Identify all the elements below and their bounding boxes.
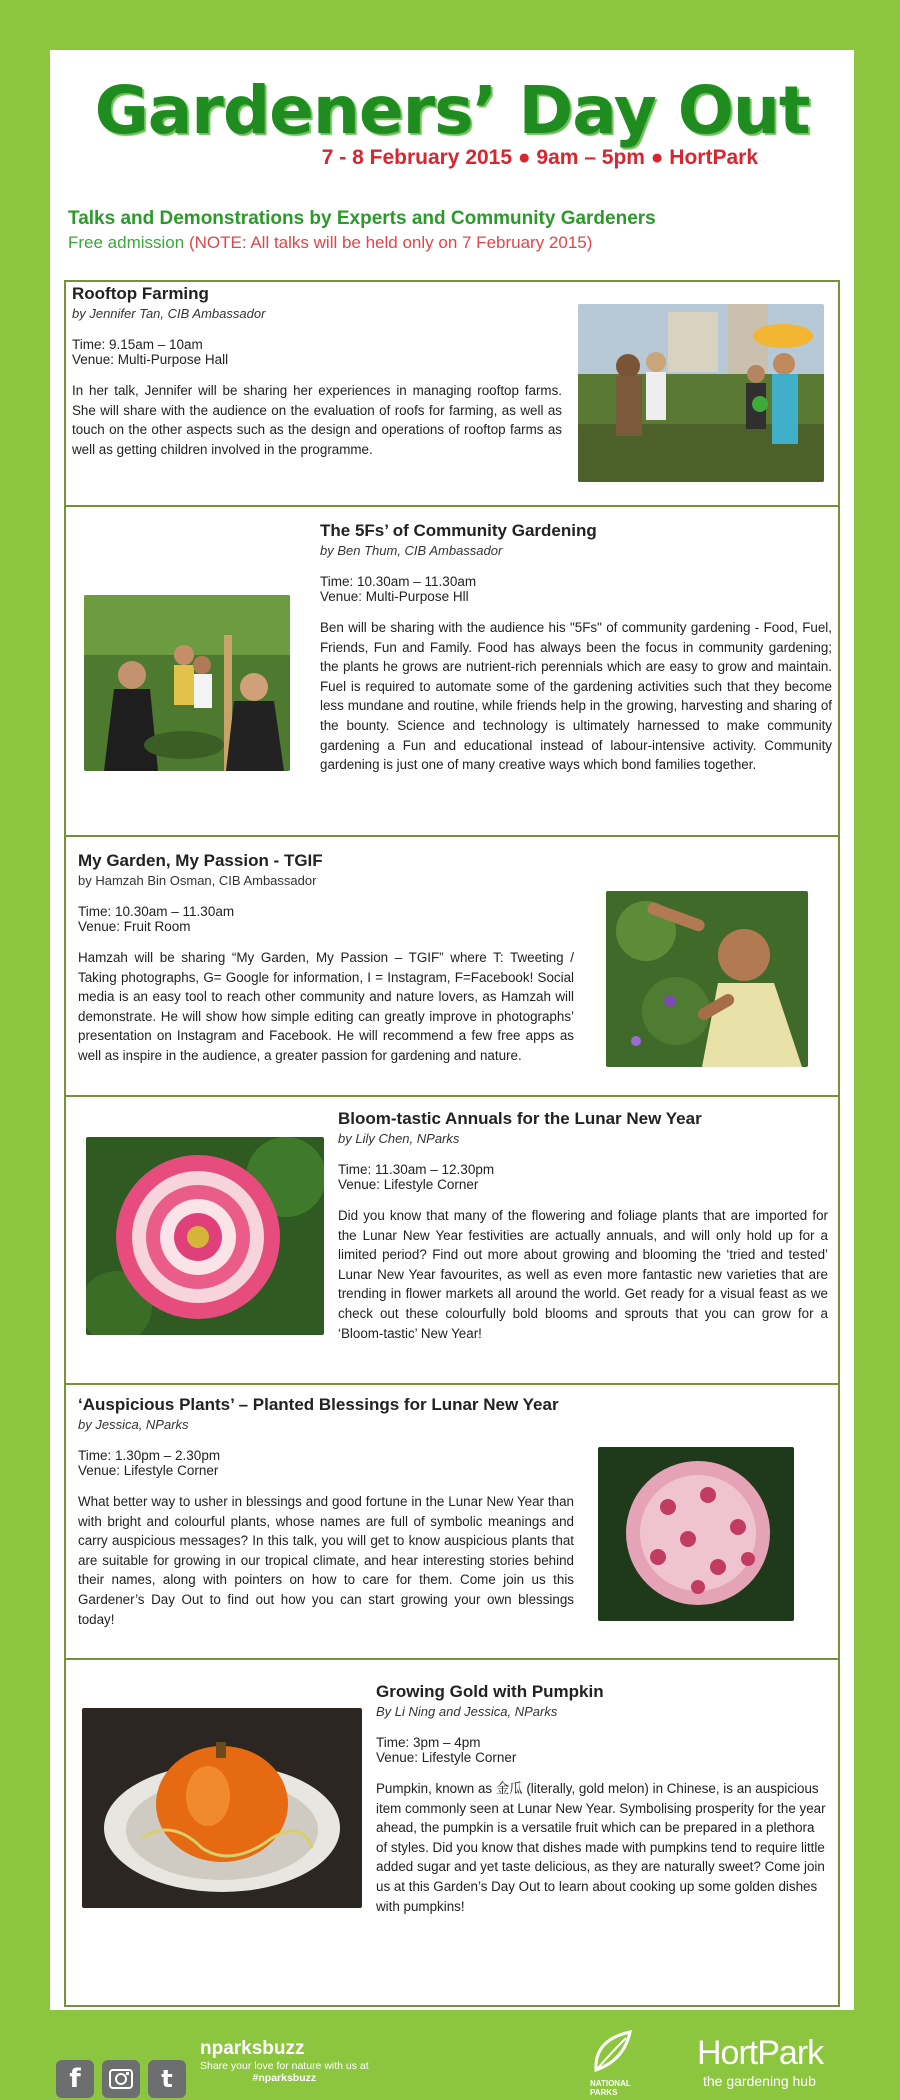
event-venue: Venue: Lifestyle Corner xyxy=(376,1750,517,1765)
event-title: Growing Gold with Pumpkin xyxy=(376,1682,604,1701)
poster-title: Gardeners’ Day Out xyxy=(94,72,810,149)
poster-sheet xyxy=(50,50,854,2010)
event-description: Did you know that many of the flowering and foliage plants that are imported for the Lunar New Year festivities are actually annuals, and will only hold up for a limited period? Find out more about growing and blooming the ‘tried and tested’ Lunar New Year favourites, as well as even more fantastic new varieties that are trending in flower markets all around the world. Get ready for a visual feast as we check out these colourfully bold blooms and sprouts that you can grow for a ‘Bloom-tastic’ New Year! xyxy=(338,1208,828,1341)
event-venue: Venue: Lifestyle Corner xyxy=(338,1177,479,1192)
event-card xyxy=(66,1097,838,1385)
nparks-logo xyxy=(590,2030,640,2097)
hortpark-logo xyxy=(697,2034,823,2089)
section-subtitle: Talks and Demonstrations by Experts and Community Gardeners xyxy=(68,208,656,229)
facebook-icon[interactable] xyxy=(56,2060,94,2098)
twitter-glyph: t xyxy=(161,2065,173,2093)
community-gardening-photo xyxy=(84,595,290,771)
twitter-icon[interactable] xyxy=(148,2060,186,2098)
hortpark-name: HortPark xyxy=(697,2034,824,2072)
event-description: In her talk, Jennifer will be sharing her experiences in managing rooftop farms. She will share with the audience on the evaluation of roofs for farming, as well as touch on the other aspects such as the design and operations of rooftop farms as well as getting children involved in the programme. xyxy=(72,383,562,457)
event-speaker: by Ben Thum, CIB Ambassador xyxy=(320,543,503,558)
event-time: Time: 9.15am – 10am xyxy=(72,337,203,352)
event-speaker: by Lily Chen, NParks xyxy=(338,1131,460,1146)
event-dates: 7 - 8 February 2015 ● 9am – 5pm ● HortPark xyxy=(321,146,758,169)
event-venue: Venue: Multi-Purpose Hall xyxy=(72,352,229,367)
event-title: Rooftop Farming xyxy=(72,284,209,303)
event-card xyxy=(66,1660,838,2005)
event-speaker: by Jessica, NParks xyxy=(78,1417,189,1432)
event-time: Time: 10.30am – 11.30am xyxy=(78,904,235,919)
event-venue: Venue: Fruit Room xyxy=(78,919,191,934)
event-description: Ben will be sharing with the audience his "5Fs" of community gardening - Food, Fuel, Friends, Fun and Family. Food has always been the focus in community gardening; the plants he grows are nutrient-rich perennials which are easy to grow and maintain. Fuel is required to automate some of the gardening activities such that they become less mundane and routine, while friends help in the growing, harvesting and sharing of the bounty. Science and technology is ultimately harnessed to make community gardening a Fun and educational instead of labour-intensive activity. Community gardening is just one of many creative ways which bond families together. xyxy=(320,620,832,773)
buzz-title: nparksbuzz xyxy=(200,2038,305,2059)
nparks-label: NATIONAL PARKS xyxy=(590,2079,631,2097)
event-time: Time: 3pm – 4pm xyxy=(376,1735,481,1750)
event-title: Bloom-tastic Annuals for the Lunar New Year xyxy=(338,1109,702,1128)
event-description: Pumpkin, known as 金瓜 (literally, gold melon) in Chinese, is an auspicious item commonly seen at Lunar New Year. Symbolising prosperity for the year ahead, the pumpkin is a versatile fruit which can be prepared in a plethora of styles. Did you know that dishes made with pumpkins tend to require little added sugar and yet taste delicious, as they are naturally sweet? Come join us at this Garden’s Day Out to learn about cooking up some golden dishes with pumpkins! xyxy=(376,1781,826,1914)
event-card xyxy=(66,507,838,837)
instagram-icon[interactable] xyxy=(102,2060,140,2098)
event-venue: Venue: Lifestyle Corner xyxy=(78,1463,219,1478)
rooftop-farming-photo xyxy=(578,304,824,482)
admission-note: (NOTE: All talks will be held only on 7 February 2015) xyxy=(188,233,593,252)
event-card xyxy=(66,837,838,1097)
admission-line xyxy=(68,233,592,253)
event-time: Time: 11.30am – 12.30pm xyxy=(338,1162,495,1177)
buzz-line: Share your love for nature with us at xyxy=(200,2060,369,2072)
event-title: The 5Fs’ of Community Gardening xyxy=(320,521,597,540)
hortpark-tagline: the gardening hub xyxy=(703,2073,816,2089)
pumpkin-photo xyxy=(82,1708,362,1908)
buzz-tag: #nparksbuzz xyxy=(252,2072,317,2084)
facebook-glyph: f xyxy=(69,2064,81,2094)
event-speaker: by Jennifer Tan, CIB Ambassador xyxy=(72,306,266,321)
hoya-flower-photo xyxy=(598,1447,794,1621)
event-venue: Venue: Multi-Purpose Hll xyxy=(320,589,469,604)
event-title: My Garden, My Passion - TGIF xyxy=(78,851,323,870)
event-title: ‘Auspicious Plants’ – Planted Blessings for Lunar New Year xyxy=(78,1395,559,1414)
event-description: What better way to usher in blessings and good fortune in the Lunar New Year than with bright and colourful plants, whose names are full of symbolic meanings and carry auspicious messages? In this talk, you will get to know auspicious plants that are suitable for growing in our tropical climate, and hear interesting stories behind their names, along with pointers on how to care for them. Come join us this Gardener’s Day Out to find out how you can start growing your own blessings today! xyxy=(78,1494,574,1627)
event-time: Time: 1.30pm – 2.30pm xyxy=(78,1448,221,1463)
event-time: Time: 10.30am – 11.30am xyxy=(320,574,477,589)
event-card xyxy=(66,282,838,507)
leaf-icon xyxy=(590,2030,640,2074)
event-speaker: by Hamzah Bin Osman, CIB Ambassador xyxy=(78,873,317,888)
nparksbuzz-block xyxy=(200,2038,369,2084)
event-card xyxy=(66,1385,838,1660)
admission-text: Free admission xyxy=(68,233,185,252)
events-list xyxy=(64,280,840,2007)
hamzah-portrait-photo xyxy=(606,891,808,1067)
zinnia-flower-photo xyxy=(86,1137,324,1335)
event-speaker: By Li Ning and Jessica, NParks xyxy=(376,1704,558,1719)
event-description: Hamzah will be sharing “My Garden, My Passion – TGIF” where T: Tweeting / Taking photographs, G= Google for information, I = Instagram, F=Facebook! Social media is an easy tool to reach other community and nature lovers, as Hamzah will demonstrate. He will show how simple editing can greatly improve in photographs’ presentation on Instagram and Facebook. He will recommend a few free apps as well as inspire in the audience, a greater passion for gardening and nature. xyxy=(78,950,574,1063)
